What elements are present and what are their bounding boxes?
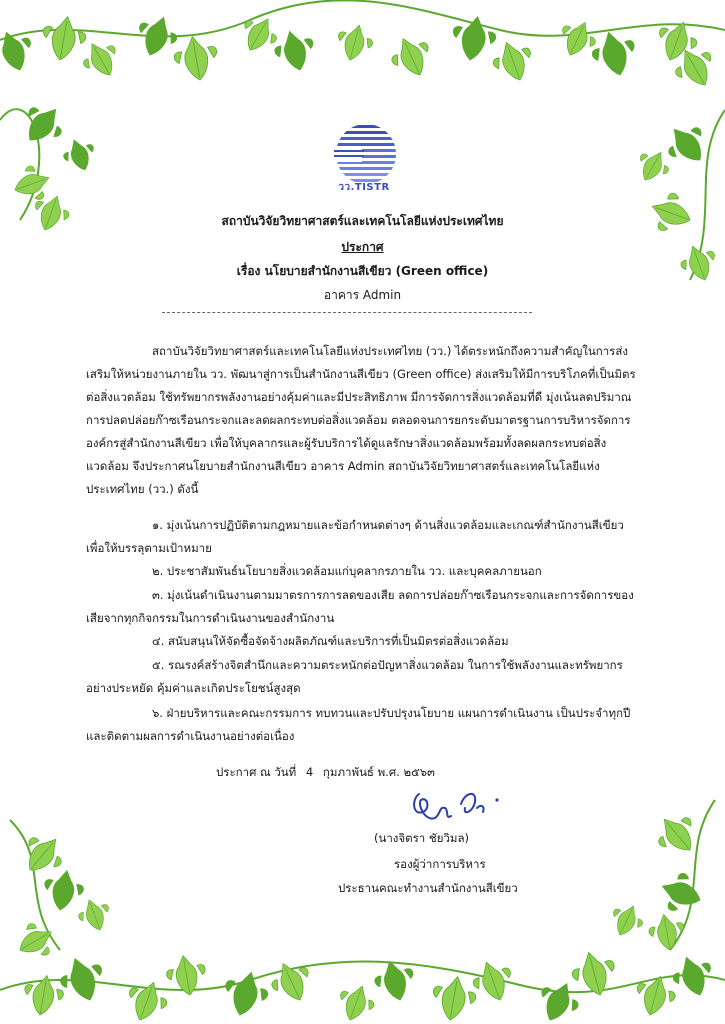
leaf-icon (15, 827, 71, 883)
policy-item-1: ๑. มุ่งเน้นการปฏิบัติตามกฎหมายและข้อกำหนดต่างๆ ด้านสิ่งแวดล้อมและเกณฑ์สำนักงานสีเขียว เพื่อให้บรรลุตามเป้าหมาย (86, 518, 624, 555)
date-month-year: กุมภาพันธ์ พ.ศ. ๒๕๖๓ (322, 765, 435, 779)
leaf-icon (41, 867, 86, 913)
leaf-icon (171, 33, 221, 84)
organization-name: สถาบันวิจัยวิทยาศาสตร์และเทคโนโลยีแห่งประเทศไทย (221, 214, 504, 228)
leaf-icon (532, 976, 584, 1024)
vine-stem (670, 800, 715, 950)
leaf-icon (122, 976, 172, 1024)
leaf-icon (588, 27, 641, 81)
leaf-icon (132, 11, 182, 62)
leaf-icon (631, 144, 674, 187)
leaf-icon (488, 36, 538, 87)
leaf-icon (271, 26, 319, 75)
vine-stem (0, 0, 725, 40)
leaf-icon (15, 97, 71, 153)
leaf-icon (39, 13, 89, 64)
leaf-icon (59, 135, 99, 176)
policy-item-6: ๖. ฝ่ายบริหารและคณะกรรมการ ทบทวนและปรับปรุงนโยบาย แผนการดำเนินงาน เป็นประจำทุกปีและติดตามผลการดำเนินงานอย่างต่อเนื่อง (86, 706, 631, 743)
policy-item-2: ๒. ประชาสัมพันธ์นโยบายสิ่งแวดล้อมแก่บุคลากรภายใน วว. และบุคคลภายนอก (152, 564, 542, 578)
policy-item-4: ๔. สนับสนุนให้จัดซื้อจัดจ้างผลิตภัณฑ์และบริการที่เป็นมิตรต่อสิ่งแวดล้อม (152, 634, 509, 648)
header-divider (162, 312, 532, 313)
announcement-date (216, 764, 435, 782)
leaf-icon (265, 956, 317, 1009)
signer-role: ประธานคณะทำงานสำนักงานสีเขียว (338, 881, 518, 895)
leaf-icon (606, 899, 648, 941)
building-name: อาคาร Admin (323, 288, 402, 302)
leaf-icon (334, 980, 379, 1024)
policy-item-3: ๓. มุ่งเน้นดำเนินงานตามมาตรการการลดของเสีย ลดการปล่อยก๊าซเรือนกระจกและการจัดการของเสียจากทุกกิจกรรมในการดำเนินงานของสำนักงาน (86, 588, 634, 625)
leaf-icon (77, 35, 125, 84)
policy-item-5: ๕. รณรงค์สร้างจิตสำนึกและความตระหนักต่อปัญหาสิ่งแวดล้อม ในการใช้พลังงานและทรัพยากรอย่างประหยัด คุ้มค่าและเกิดประโยชน์สูงสุด (86, 658, 623, 695)
leaf-icon (333, 21, 376, 65)
subject-title: เรื่อง นโยบายสำนักงานสีเขียว (Green office) (236, 264, 489, 278)
leaf-icon (449, 13, 499, 64)
intro-paragraph: สถาบันวิจัยวิทยาศาสตร์และเทคโนโลยีแห่งประเทศไทย (วว.) ได้ตระหนักถึงความสำคัญในการส่งเสริมให้หน่วยงานภายใน วว. พัฒนาสู่การเป็นสำนักงานสีเขียว (Green office) ส่งเสริมให้มีการบริโภคที่เป็นมิตรต่อสิ่งแวดล้อม ใช้ทรัพยากรพลังงานอย่างคุ้มค่าและมีประสิทธิภาพ มีการจัดการสิ่งแวดล้อมที่ดี มุ่งเน้นลดปริมาณการปลดปล่อยก๊าซเรือนกระจกและลดผลกระทบต่อสิ่งแวดล้อม ตลอดจนการยกระดับมาตรฐานการบริหารจัดการองค์กรสู่สำนักงานสีเขียว เพื่อให้บุคลากรและผู้รับบริการได้ดูแลรักษาสิ่งแวดล้อมพร้อมทั้งลดผลกระทบต่อสิ่งแวดล้อม จึงประกาศนโยบายสำนักงานสีเขียว อาคาร Admin สถาบันวิจัยวิทยาศาสตร์และเทคโนโลยีแห่งประเทศไทย (วว.) ดังนี้ (86, 344, 636, 496)
leaf-icon (9, 161, 55, 206)
signer-name: (นางจิตรา ชัยวิมล) (374, 831, 470, 845)
leaf-icon (55, 951, 110, 1007)
leaf-icon (164, 952, 209, 998)
leaf-icon (74, 895, 114, 936)
signer-position: รองผู้ว่าการบริหาร (394, 857, 486, 871)
announcement-label: ประกาศ (341, 240, 384, 254)
date-day: 4 (305, 765, 314, 779)
leaf-icon (385, 31, 437, 84)
date-prefix: ประกาศ ณ วันที่ (216, 765, 297, 779)
leaf-icon (429, 973, 479, 1024)
handwritten-signature (405, 782, 515, 830)
logo-wordmark: วว.TISTR (338, 182, 390, 193)
